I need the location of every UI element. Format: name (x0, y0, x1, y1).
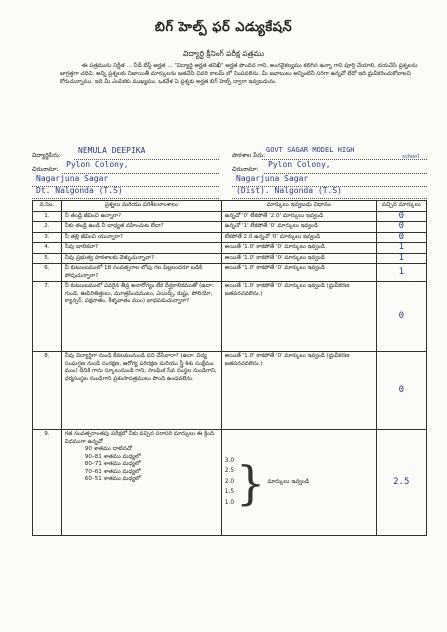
header-score: వచ్చిన మార్కులు (376, 201, 426, 212)
scale-value: 1.5 (224, 489, 235, 496)
school-address-line-2[interactable]: Nagarjuna Sagar (236, 174, 309, 183)
row-score[interactable]: 0 (376, 282, 426, 352)
row-number: 1. (33, 211, 62, 222)
row-marking: అయితే '1.0' కాకపోతే '0' మార్కులు ఇవ్వండి (ధ్రువీకరణ జతపరచవలెను.) (221, 282, 376, 352)
address-label: చిరునామా: (32, 166, 59, 173)
header-question: ప్రశ్నలు మరియు పరిశీలనాంశాలు (61, 201, 221, 212)
grade-band: 90–81 శాతము మధ్యలో (84, 453, 141, 460)
school-address-line-3[interactable]: (Dist). Nalgonda (T.S) (236, 186, 342, 195)
school-address-label: చిరునామా: (232, 166, 259, 173)
row-question: గత సంవత్సరాంతపు పరీక్షలో నీకు వచ్చిన సరాసరి మార్కులు ఈ క్రింది విధముగా ఉన్నచో (64, 431, 214, 445)
row-question: నీవు బాలికవా? (61, 243, 221, 254)
row-question: నీ కుటుంబములో 18 సంవత్సరాల లోపు గల పిల్లలందరూ బడికి పోవుచున్నారా? (61, 264, 221, 282)
row-question: నీకు తండ్రి ఉండి నీ బాధ్యత వహించుట లేదా? (61, 222, 221, 233)
school-address-line-1[interactable]: Pylon Colony, (268, 160, 331, 169)
row-number: 4. (33, 243, 62, 254)
curly-brace-icon: } (236, 455, 266, 510)
row-score[interactable]: 1 (376, 253, 426, 264)
row-score[interactable]: 0 (376, 211, 426, 222)
grade-band-list (65, 446, 218, 484)
row-number: 2. (33, 222, 62, 233)
scale-value: 2.5 (224, 468, 235, 475)
row-score[interactable]: 0 (376, 352, 426, 430)
table-row (33, 253, 427, 264)
scale-value: 1.0 (224, 499, 235, 506)
row-score[interactable]: 1 (376, 243, 426, 254)
row-score[interactable]: 1 (376, 264, 426, 282)
row-marking: మార్కులు ఇవ్వండి (267, 478, 310, 485)
row-question: నీ కుటుంబములో ఎవరైన తీవ్ర అనారోగ్యం లేక దీర్ఘకాలికముతో (ఉదా: గుండె, ఊపిరితిత్తులు, మూత్రపిండములు, ఎయిడ్స్, కుష్టు, పోలియో, క్యాన్సర్, పక్షవాతం, కీళ్ళవాతం ముం) బాధపడుచున్నారా? (61, 282, 221, 352)
row-marking: ఉన్నచో '1' లేకపోతే '0' మార్కులు ఇవ్వండి (221, 222, 376, 233)
row-number: 9. (33, 430, 62, 536)
table-header-row (33, 201, 427, 212)
screening-table (32, 200, 427, 536)
row-marking-scale (221, 430, 376, 536)
table-row (33, 232, 427, 243)
row-marking: ఉన్నచో '0' లేకపోతే '2.0' మార్కులు ఇవ్వండి (221, 211, 376, 222)
table-row (33, 430, 427, 536)
row-question-grades (61, 430, 221, 536)
table-row (33, 222, 427, 233)
intro-paragraph: ఈ పత్రమును నిర్ణీత ... నీడ్ బేస్డ్ అర్హత ... "విద్యార్థి అర్హత తనిఖీ" అర్హత పొందిన గాని, అంగవైకల్యము కలిగిన ఉన్నా గాని పూర్తి చేయాలి, దయచేసి ప్రశ్నలను జాగ్రత్తగా చదివి, అన్ని ప్రశ్నలకు నిజాయితీ మార్కులను జతచేసి చివరి కాలమ్ లో నింపవలెను. మీ జవాబులు అన్నింటినీ సరిగా ఉన్నవో లేదో ఇది ధ్రువీకరించుకోవాలని కోరుచున్నాము. ఇది మీ ఎంపికకు ముఖ్యము. ఒకవేళ ఏ ప్రశ్నకు అర్హత బిగ్ హెల్ప్ ద్వారా ఇవ్వబడును. (60, 63, 418, 85)
scale-value: 3.0 (224, 457, 235, 464)
grade-band: 80–71 శాతము మధ్యలో (84, 461, 141, 467)
grade-band: 90 శాతము దాటినచో (84, 446, 133, 452)
table-row (33, 282, 427, 352)
row-number: 3. (33, 232, 62, 243)
address-line-2[interactable]: Nagarjuna Sagar (36, 174, 109, 183)
row-question: నీ తల్లి జీవించి యున్నారా? (61, 232, 221, 243)
row-marking: అయితే '1.0' కాకపోతే '0' మార్కులు ఇవ్వండి (ధ్రువీకరణ జతపరచవలెను.) (221, 352, 376, 430)
marks-scale (224, 455, 373, 510)
row-number: 6. (33, 264, 62, 282)
marks-scale-values (225, 458, 234, 508)
scale-value: 2.0 (224, 478, 235, 485)
row-question: నీ తండ్రి జీవించి ఉన్నారా? (61, 211, 221, 222)
table-row (33, 243, 427, 254)
address-underline-3 (32, 198, 219, 199)
row-score[interactable]: 0 (376, 222, 426, 233)
header-serial: వ.సెం. (33, 201, 62, 212)
row-number: 8. (33, 352, 62, 430)
grade-band: 70–61 శాతము మధ్యలో (84, 468, 141, 475)
row-question: నీవు ప్రభుత్వ పాఠశాలకు వెళ్ళుచున్నావా? (61, 253, 221, 264)
row-marking: అయితే '1.0' కాకపోతే '0' మార్కులు ఇవ్వండి (221, 243, 376, 254)
school-name-extra: school (402, 154, 421, 160)
table-row (33, 264, 427, 282)
table-row (33, 352, 427, 430)
address-line-1[interactable]: Pylon Colony, (66, 160, 129, 169)
row-score[interactable]: 0 (376, 232, 426, 243)
grade-band: 60–51 శాతము మధ్యలో (84, 476, 141, 482)
row-marking: అయితే '1.0' కాకపోతే '0' మార్కులు ఇవ్వండి (221, 253, 376, 264)
page-subtitle: విద్యార్థి క్రీనింగ్ పరీక్ష పత్రము (183, 49, 264, 58)
row-marking: లేకపోతే 2.0 ఉన్నచో '0' మార్కులు ఇవ్వండి (221, 232, 376, 243)
row-number: 7. (33, 282, 62, 352)
address-line-3[interactable]: Dt. Nalgonda (T.S) (36, 186, 123, 195)
header-marking: మార్కులు ఇవ్వబడు విధానం (221, 201, 376, 212)
row-score[interactable]: 2.5 (376, 430, 426, 536)
student-name-label: విద్యార్థిపేరు: (32, 152, 61, 159)
page-title: బిగ్ హెల్ప్ ఫర్ ఎడ్యుకేషన్ (154, 20, 293, 35)
table-row (33, 211, 427, 222)
row-marking: అయితే '1.0' కాకపోతే '0' మార్కులు ఇవ్వండి (221, 264, 376, 282)
row-question: నీవు విద్యార్థిగా నుండి కేవలమునుండి పని చేసేవారా? (ఉదా: విద్య సంఘర్షణ నుండి సంరక్షణ, ఆరోగ్య పరిరక్షణ మరియు స్త్రీ శిశు సంక్షేమం ముం) దీనికి గాను స్కూలునుండి గాని, సాంఘిక సేవ సంస్థల నుండిగాని, ధర్మసంస్థల నుండిగాని ప్రశంసాపత్రములు పొంది ఉండవలెను. (61, 352, 221, 430)
school-name-value[interactable]: GOVT SAGAR MODEL HIGH (266, 146, 355, 154)
row-number: 5. (33, 253, 62, 264)
school-name-label: పాఠశాల పేరు: (232, 152, 266, 159)
school-address-underline-3 (232, 198, 427, 199)
student-name-value[interactable]: NEMULA DEEPIKA (78, 146, 146, 155)
